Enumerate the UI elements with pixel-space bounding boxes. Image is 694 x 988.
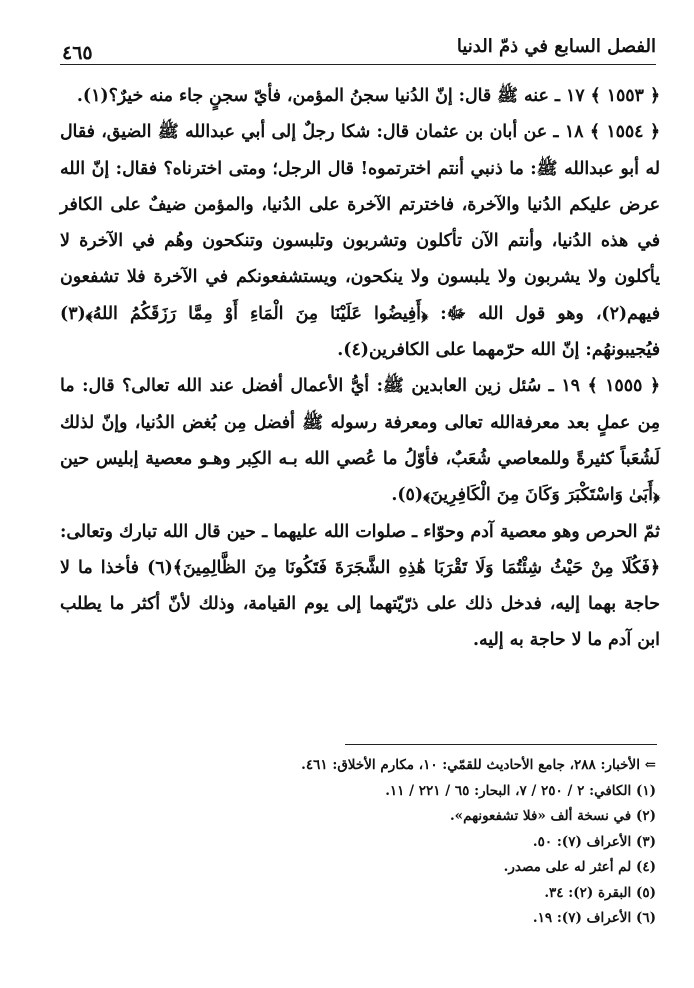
continuation-paragraph: ثمّ الحرص وهو معصية آدم وحوّاء ـ صلوات الله عليهما ـ حين قال الله تبارك وتعالى: ﴿فَكُلَا مِنْ حَيْثُ شِئْتُمَا وَلَا تَقْرَبَا هَٰذِهِ الشَّجَرَةَ فَتَكُونَا مِنَ الظَّالِمِينَ﴾(٦) فأخذا ما لا حاجة بهما إليه، فدخل ذلك على ذرّيّتهما إلى يوم القيامة، وذلك لأنّ أكثر ما يطلب ابن آدم ما لا حاجة به إليه. xyxy=(60,521,661,651)
main-text xyxy=(60,78,660,659)
hadith-number: ﴿ ١٥٥٣ ﴾ xyxy=(590,86,660,106)
hadith-1554 xyxy=(60,114,660,368)
hadith-text: ١٨ ـ عن أبان بن عثمان قال: شكا رجلٌ إلى أبي عبدالله ﷺ الضيق، فقال له أبو عبدالله ﷺ: ما ذنبي أنتم اخترتموه! قال الرجل؛ ومتى اخترناه؟ فقال: إنّ الله عرض عليكم الدُنيا والآخرة، فاخترتم الآخرة على الدُنيا، والمؤمن ضيفٌ على الكافر في هذه الدُنيا، وأنتم الآن تأكلون وتشربون وتلبسون وتنكحون وهُم في الآخرة لا يأكلون ولا يشربون ولا يلبسون ولا ينكحون، ويستشفعونكم في الآخرة فلا تشفعون فيهم(٢)، وهو قول الله ﷻ: ﴿أَفِيضُوا عَلَيْنَا مِنَ الْمَاءِ أَوْ مِمَّا رَزَقَكُمُ اللهُ﴾(٣) فيُجيبونهُم: إنّ الله حرّمهما على الكافرين(٤). xyxy=(60,122,660,361)
footnote-sources: ⇐ الأخبار: ٢٨٨، جامع الأحاديث للقمّي: ١٠، مكارم الأخلاق: ٤٦١. xyxy=(301,757,656,773)
footnotes xyxy=(60,753,656,932)
hadith-text: ١٩ ـ سُئل زين العابدين ﷺ: أيُّ الأعمال أفضل عند الله تعالى؟ قال: ما مِن عملٍ بعد معرفةالله تعالى ومعرفة رسوله ﷺ أفضل مِن بُغض الدُنيا، وإنّ لذلك لَشُعَباً كثيرةً وللمعاصي شُعَبٌ، فأوّلُ ما عُصي الله بـه الكِبر وهـو معصية إبليس حين ﴿أَبَىٰ وَاسْتَكْبَرَ وَكَانَ مِنَ الْكَافِرِينَ﴾(٥). xyxy=(60,376,660,506)
footnote-divider xyxy=(345,744,657,745)
footnote-4: (٤) لم أعثر له على مصدر. xyxy=(503,859,656,875)
footnote-3: (٣) الأعراف (٧): ٥٠. xyxy=(532,833,656,850)
hadith-1555 xyxy=(60,368,660,513)
page-number: ٤٦٥ xyxy=(62,42,93,64)
page-header xyxy=(60,34,656,65)
hadith-text: ١٧ ـ عنه ﷺ قال: إنّ الدُنيا سجنُ المؤمن، فأيّ سجنٍ جاء منه خيرٌ؟(١). xyxy=(76,86,585,106)
hadith-number: ﴿ ١٥٥٥ ﴾ xyxy=(587,376,660,397)
footnote-2: (٢) في نسخة ألف «فلا تشفعونهم». xyxy=(449,808,656,824)
footnote-1: (١) الكافي: ٢ / ٢٥٠ / ٧، البحار: ٦٥ / ٢٢١ / ١١. xyxy=(385,782,656,799)
hadith-1553 xyxy=(60,78,660,114)
chapter-title: الفصل السابع في ذمّ الدنيا xyxy=(456,36,656,57)
footnote-6: (٦) الأعراف (٧): ١٩. xyxy=(532,910,656,926)
footnote-5: (٥) البقرة (٢): ٣٤. xyxy=(544,884,656,901)
hadith-number: ﴿ ١٥٥٤ ﴾ xyxy=(589,122,660,143)
